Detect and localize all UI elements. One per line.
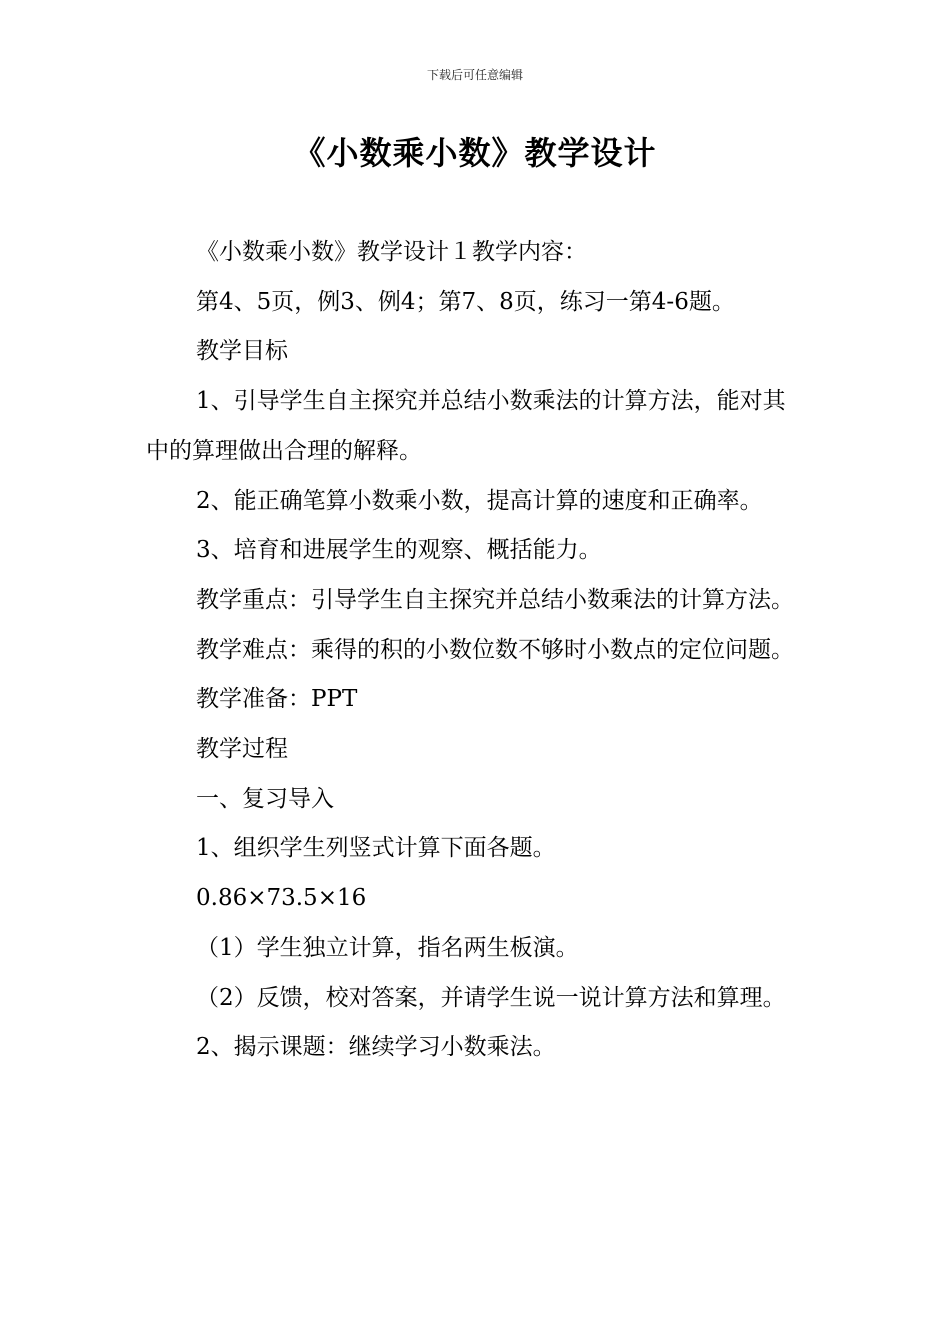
document-title: 《小数乘小数》教学设计 xyxy=(293,134,657,172)
paragraph-difficult-points: 教学难点：乘得的积的小数位数不够时小数点的定位问题。 xyxy=(196,636,794,663)
paragraph-preparation: 教学准备：PPT xyxy=(196,686,358,713)
paragraph-step-1: 1、组织学生列竖式计算下面各题。 xyxy=(196,835,556,862)
heading-teaching-process: 教学过程 xyxy=(196,736,288,763)
paragraph-substep-2: （2）反馈，校对答案，并请学生说一说计算方法和算理。 xyxy=(196,984,786,1011)
paragraph-intro: 《小数乘小数》教学设计１教学内容： xyxy=(196,239,587,265)
page-header-note: 下载后可任意编辑 xyxy=(426,68,523,82)
paragraph-goal-1: 1、引导学生自主探究并总结小数乘法的计算方法，能对其中的算理做出合理的解释。 xyxy=(146,388,786,464)
heading-teaching-goals: 教学目标 xyxy=(196,338,288,365)
paragraph-pages: 第4、5页，例3、例4；第7、8页，练习一第4-6题。 xyxy=(196,288,735,315)
paragraph-step-2: 2、揭示课题：继续学习小数乘法。 xyxy=(196,1034,556,1061)
document-body xyxy=(146,228,808,1073)
paragraph-key-points: 教学重点：引导学生自主探究并总结小数乘法的计算方法。 xyxy=(196,586,794,613)
paragraph-goal-3: 3、培育和进展学生的观察、概括能力。 xyxy=(196,537,602,564)
paragraph-substep-1: （1）学生独立计算，指名两生板演。 xyxy=(196,934,579,961)
paragraph-goal-2: 2、能正确笔算小数乘小数，提高计算的速度和正确率。 xyxy=(196,487,763,514)
paragraph-expression: 0.86×73.5×16 xyxy=(196,885,367,912)
heading-review-intro: 一、复习导入 xyxy=(196,785,334,812)
